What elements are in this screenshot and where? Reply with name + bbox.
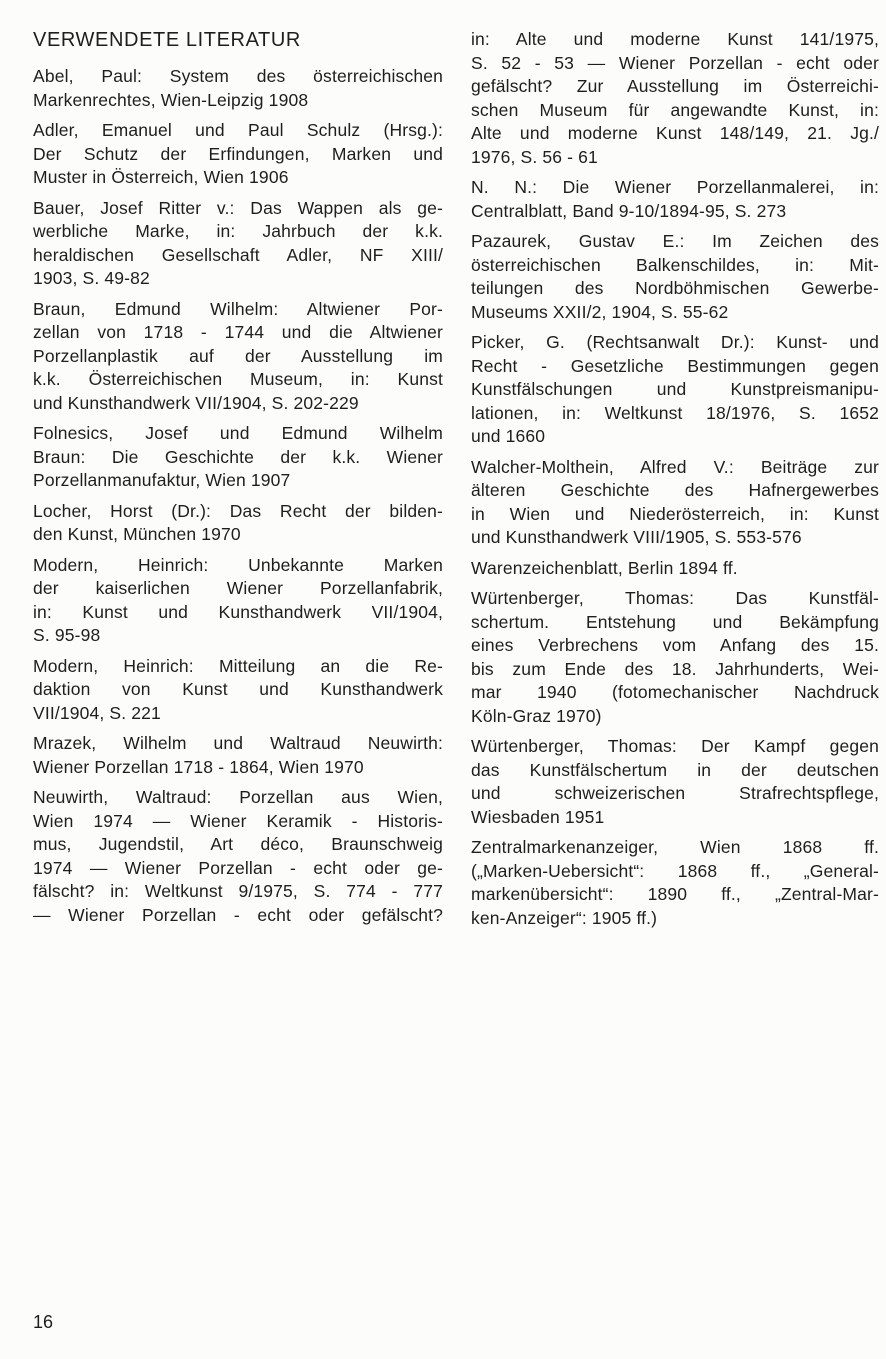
bibliography-line: österreichischen Balkenschildes, in: Mit- [471,254,879,275]
bibliography-line: Porzellanmanufaktur, Wien 1907 [33,470,291,490]
bibliography-line: eines Verbrechens vom Anfang des 15. [471,635,879,655]
bibliography-line: Porzellanplastik auf der Ausstellung im [33,345,443,366]
bibliography-line: k.k. Österreichischen Museum, in: Kunst [33,369,443,389]
bibliography-entry [33,500,443,547]
bibliography-line: älteren Geschichte des Hafnergewerbes [471,480,879,500]
bibliography-line: gefälscht? Zur Ausstellung im Österreichi- [471,76,879,96]
bibliography-line: Kunstfälschungen und Kunstpreismanipu- [471,379,879,399]
bibliography-entry [471,735,879,829]
bibliography-line: schen Museum für angewandte Kunst, in: [471,99,879,120]
bibliography-line: Braun, Edmund Wilhelm: Altwiener Por- [33,298,443,319]
bibliography-entry [471,587,879,728]
bibliography-entry [471,456,879,550]
bibliography-line: N. N.: Die Wiener Porzellanmalerei, in: [471,177,879,197]
bibliography-line: das Kunstfälschertum in der deutschen [471,759,879,780]
bibliography-line: — Wiener Porzellan - echt oder gefälscht? [33,904,443,925]
bibliography-line: Abel, Paul: System des österreichischen [33,66,443,86]
bibliography-entry [33,786,443,927]
page-title: VERWENDETE LITERATUR [33,29,301,51]
bibliography-line: und Kunsthandwerk VIII/1905, S. 553-576 [471,527,802,547]
bibliography-line: und Kunsthandwerk VII/1904, S. 202-229 [33,392,359,413]
bibliography-line: Würtenberger, Thomas: Das Kunstfäl- [471,588,879,608]
bibliography-line: und schweizerischen Strafrechtspflege, [471,783,879,803]
bibliography-line: schertum. Entstehung und Bekämpfung [471,611,879,632]
bibliography-line: Recht - Gesetzliche Bestimmungen gegen [471,355,879,376]
bibliography-line: („Marken-Uebersicht“: 1868 ff., „General- [471,860,879,881]
bibliography-line: Wiesbaden 1951 [471,806,605,827]
bibliography-line: Bauer, Josef Ritter v.: Das Wappen als ge- [33,197,443,218]
bibliography-line: Würtenberger, Thomas: Der Kampf gegen [471,736,879,756]
bibliography-line: Museums XXII/2, 1904, S. 55-62 [471,301,729,322]
bibliography-line: der kaiserlichen Wiener Porzellanfabrik, [33,578,443,598]
bibliography-line: Centralblatt, Band 9-10/1894-95, S. 273 [471,200,787,221]
bibliography-line: Adler, Emanuel und Paul Schulz (Hrsg.): [33,120,443,140]
bibliography-column-right [471,28,879,930]
bibliography-line: bis zum Ende des 18. Jahrhunderts, Wei- [471,658,879,679]
bibliography-line: in Wien und Niederösterreich, in: Kunst [471,503,879,524]
bibliography-entry [33,554,443,648]
bibliography-column-left [33,28,443,930]
bibliography-line: mar 1940 (fotomechanischer Nachdruck [471,682,879,702]
bibliography-line: Neuwirth, Waltraud: Porzellan aus Wien, [33,787,443,807]
bibliography-line: daktion von Kunst und Kunsthandwerk [33,679,443,699]
bibliography-line: Wien 1974 — Wiener Keramik - Historis- [33,810,443,831]
bibliography-line: Modern, Heinrich: Unbekannte Marken [33,554,443,575]
bibliography-line: werbliche Marke, in: Jahrbuch der k.k. [33,221,443,241]
bibliography-line: heraldischen Gesellschaft Adler, NF XIII/ [33,244,443,265]
bibliography-line: Markenrechtes, Wien-Leipzig 1908 [33,89,309,110]
bibliography-line: Modern, Heinrich: Mitteilung an die Re- [33,655,443,676]
bibliography-line: S. 52 - 53 — Wiener Porzellan - echt oder [471,52,879,73]
bibliography-entry [33,298,443,416]
bibliography-entry [471,836,879,930]
bibliography-line: den Kunst, München 1970 [33,524,241,544]
bibliography-entry [33,197,443,291]
bibliography-line: Mrazek, Wilhelm und Waltraud Neuwirth: [33,733,443,753]
bibliography-line: lationen, in: Weltkunst 18/1976, S. 1652 [471,402,879,423]
bibliography-entries-right [471,28,879,930]
bibliography-entry [471,230,879,324]
bibliography-line: Warenzeichenblatt, Berlin 1894 ff. [471,557,738,578]
bibliography-line: Köln-Graz 1970) [471,705,602,726]
bibliography-line: 1974 — Wiener Porzellan - echt oder ge- [33,857,443,878]
bibliography-line: in: Kunst und Kunsthandwerk VII/1904, [33,601,443,622]
bibliography-line: VII/1904, S. 221 [33,702,161,723]
bibliography-line: Zentralmarkenanzeiger, Wien 1868 ff. [471,837,879,857]
bibliography-entry [33,119,443,190]
bibliography-line: und 1660 [471,426,546,446]
bibliography-entry [33,655,443,726]
bibliography-line: fälscht? in: Weltkunst 9/1975, S. 774 - 777 [33,881,443,901]
bibliography-line: Der Schutz der Erfindungen, Marken und [33,143,443,164]
bibliography-entry [471,28,879,169]
bibliography-entry [471,176,879,223]
bibliography-line: 1976, S. 56 - 61 [471,146,598,167]
bibliography-entry [471,557,879,581]
bibliography-line: mus, Jugendstil, Art déco, Braunschweig [33,834,443,854]
bibliography-line: Alte und moderne Kunst 148/149, 21. Jg./ [471,123,879,143]
bibliography-line: teilungen des Nordböhmischen Gewerbe- [471,278,879,298]
bibliography-entry [33,422,443,493]
bibliography-line: zellan von 1718 - 1744 und die Altwiener [33,322,443,342]
bibliography-entry [471,331,879,449]
page-number: 16 [33,1312,54,1332]
bibliography-line: Pazaurek, Gustav E.: Im Zeichen des [471,231,879,251]
bibliography-line: Folnesics, Josef und Edmund Wilhelm [33,423,443,443]
bibliography-line: Picker, G. (Rechtsanwalt Dr.): Kunst- und [471,332,879,352]
bibliography-line: ken-Anzeiger“: 1905 ff.) [471,907,658,928]
bibliography-line: in: Alte und moderne Kunst 141/1975, [471,29,879,49]
bibliography-entry [33,65,443,112]
bibliography-line: Muster in Österreich, Wien 1906 [33,167,289,187]
bibliography-line: Wiener Porzellan 1718 - 1864, Wien 1970 [33,756,364,777]
bibliography-line: Locher, Horst (Dr.): Das Recht der bilden- [33,500,443,521]
bibliography-line: Braun: Die Geschichte der k.k. Wiener [33,446,443,467]
bibliography-line: markenübersicht“: 1890 ff., „Zentral-Mar- [471,884,879,904]
bibliography-entries-left [33,65,443,927]
bibliography-line: S. 95-98 [33,625,101,645]
bibliography-line: 1903, S. 49-82 [33,268,150,288]
bibliography-entry [33,732,443,779]
bibliography-line: Walcher-Molthein, Alfred V.: Beiträge zur [471,456,879,477]
